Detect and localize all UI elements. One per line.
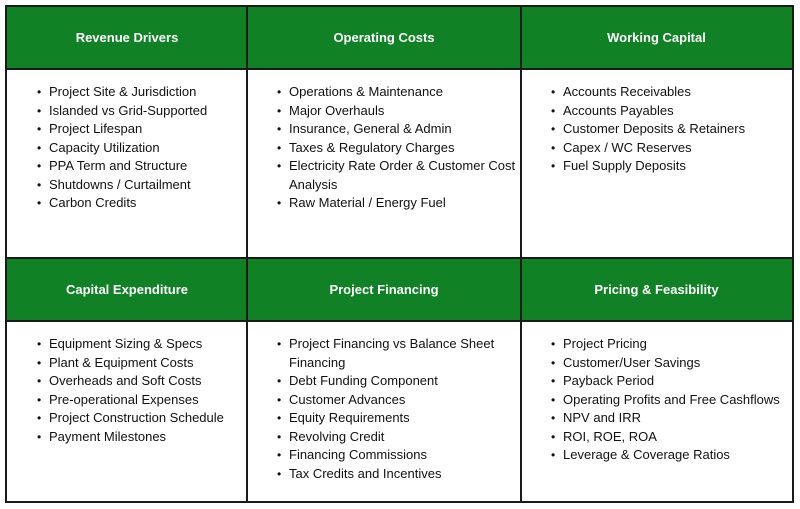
- list-item: • Plant & Equipment Costs: [37, 354, 242, 373]
- header-capital-expenditure: Capital Expenditure: [7, 258, 247, 322]
- list-item: • Taxes & Regulatory Charges: [277, 139, 517, 158]
- column-divider: [246, 7, 248, 501]
- body-working-capital: [551, 70, 789, 258]
- list-item: • PPA Term and Structure: [37, 157, 242, 176]
- header-revenue-drivers: Revenue Drivers: [7, 7, 247, 70]
- list-item: • Operating Profits and Free Cashflows: [551, 391, 789, 410]
- list-item: • Accounts Receivables: [551, 83, 789, 102]
- header-working-capital: Working Capital: [521, 7, 792, 70]
- list-item: • Equipment Sizing & Specs: [37, 335, 242, 354]
- list-item: • Overheads and Soft Costs: [37, 372, 242, 391]
- list-item: • Payback Period: [551, 372, 789, 391]
- header-project-financing: Project Financing: [247, 258, 521, 322]
- body-revenue-drivers: [37, 70, 242, 258]
- list-revenue-drivers: [37, 83, 242, 213]
- list-item: • Customer Deposits & Retainers: [551, 120, 789, 139]
- list-item: • Tax Credits and Incentives: [277, 465, 517, 484]
- list-operating-costs: [277, 83, 517, 213]
- list-item: • Pre-operational Expenses: [37, 391, 242, 410]
- list-item: • Customer/User Savings: [551, 354, 789, 373]
- list-item: • Capex / WC Reserves: [551, 139, 789, 158]
- list-item: • Accounts Payables: [551, 102, 789, 121]
- list-item: • ROI, ROE, ROA: [551, 428, 789, 447]
- body-operating-costs: [277, 70, 517, 258]
- list-item: • Carbon Credits: [37, 194, 242, 213]
- list-project-financing: [277, 335, 517, 483]
- list-item: • Payment Milestones: [37, 428, 242, 447]
- planning-grid: [5, 5, 794, 503]
- list-item: • Project Site & Jurisdiction: [37, 83, 242, 102]
- list-item: • NPV and IRR: [551, 409, 789, 428]
- list-working-capital: [551, 83, 789, 176]
- list-item: • Shutdowns / Curtailment: [37, 176, 242, 195]
- body-capital-expenditure: [37, 322, 242, 501]
- list-item: • Electricity Rate Order & Customer Cost Analysis: [277, 157, 517, 194]
- list-item: • Fuel Supply Deposits: [551, 157, 789, 176]
- list-item: • Customer Advances: [277, 391, 517, 410]
- list-item: • Project Financing vs Balance Sheet Financing: [277, 335, 517, 372]
- body-pricing-feasibility: [551, 322, 789, 501]
- list-pricing-feasibility: [551, 335, 789, 465]
- row-divider: [7, 257, 792, 259]
- header-operating-costs: Operating Costs: [247, 7, 521, 70]
- body-project-financing: [277, 322, 517, 501]
- list-item: • Raw Material / Energy Fuel: [277, 194, 517, 213]
- header-pricing-feasibility: Pricing & Feasibility: [521, 258, 792, 322]
- column-divider: [520, 7, 522, 501]
- list-item: • Debt Funding Component: [277, 372, 517, 391]
- list-item: • Project Pricing: [551, 335, 789, 354]
- list-item: • Leverage & Coverage Ratios: [551, 446, 789, 465]
- list-item: • Islanded vs Grid-Supported: [37, 102, 242, 121]
- list-item: • Capacity Utilization: [37, 139, 242, 158]
- list-item: • Project Construction Schedule: [37, 409, 242, 428]
- list-item: • Equity Requirements: [277, 409, 517, 428]
- list-item: • Project Lifespan: [37, 120, 242, 139]
- list-capital-expenditure: [37, 335, 242, 446]
- list-item: • Major Overhauls: [277, 102, 517, 121]
- list-item: • Revolving Credit: [277, 428, 517, 447]
- list-item: • Operations & Maintenance: [277, 83, 517, 102]
- list-item: • Financing Commissions: [277, 446, 517, 465]
- list-item: • Insurance, General & Admin: [277, 120, 517, 139]
